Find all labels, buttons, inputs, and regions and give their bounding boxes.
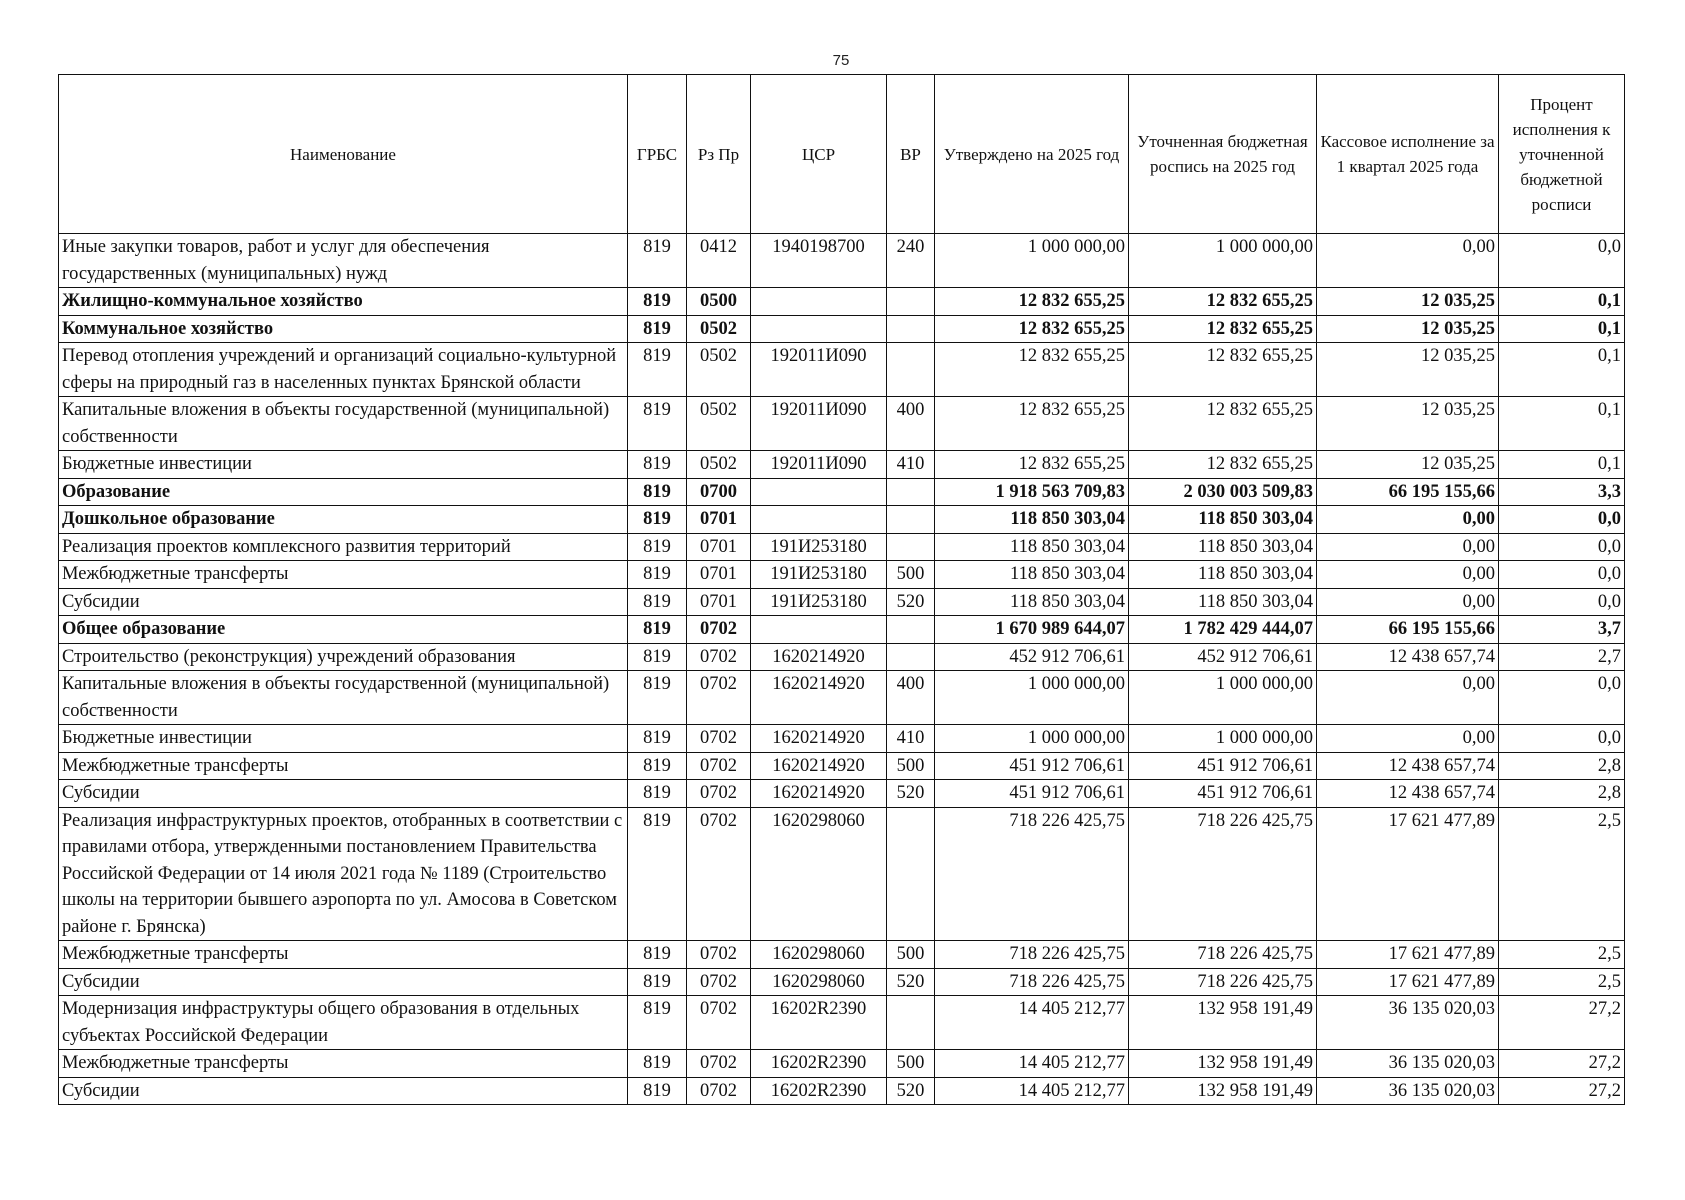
cell-name: Межбюджетные трансферты [59, 752, 628, 780]
cell-cash: 17 621 477,89 [1317, 968, 1499, 996]
page-number: 75 [832, 52, 850, 69]
cell-rzpr: 0702 [687, 807, 751, 941]
cell-percent: 0,1 [1499, 397, 1625, 451]
cell-refined: 1 782 429 444,07 [1129, 616, 1317, 644]
table-row [59, 343, 1625, 397]
cell-rzpr: 0702 [687, 968, 751, 996]
cell-rzpr: 0702 [687, 941, 751, 969]
budget-table [58, 74, 1625, 1105]
cell-rzpr: 0502 [687, 343, 751, 397]
table-row [59, 807, 1625, 941]
cell-cash: 12 438 657,74 [1317, 780, 1499, 808]
cell-approved: 1 000 000,00 [935, 234, 1129, 288]
cell-vr: 500 [887, 1050, 935, 1078]
cell-cash: 0,00 [1317, 725, 1499, 753]
table-row [59, 397, 1625, 451]
cell-rzpr: 0702 [687, 725, 751, 753]
cell-refined: 718 226 425,75 [1129, 968, 1317, 996]
cell-cash: 17 621 477,89 [1317, 941, 1499, 969]
cell-cash: 12 438 657,74 [1317, 752, 1499, 780]
cell-cash: 12 035,25 [1317, 397, 1499, 451]
cell-grbs: 819 [628, 397, 687, 451]
table-row [59, 1077, 1625, 1105]
header-rzpr: Рз Пр [687, 75, 751, 234]
cell-approved: 14 405 212,77 [935, 1050, 1129, 1078]
cell-name: Строительство (реконструкция) учреждений образования [59, 643, 628, 671]
cell-cash: 12 035,25 [1317, 451, 1499, 479]
cell-refined: 451 912 706,61 [1129, 752, 1317, 780]
cell-vr [887, 315, 935, 343]
cell-percent: 2,5 [1499, 968, 1625, 996]
cell-refined: 12 832 655,25 [1129, 397, 1317, 451]
cell-cash: 12 438 657,74 [1317, 643, 1499, 671]
cell-refined: 12 832 655,25 [1129, 315, 1317, 343]
cell-csr [751, 288, 887, 316]
table-row [59, 588, 1625, 616]
cell-approved: 118 850 303,04 [935, 533, 1129, 561]
cell-approved: 118 850 303,04 [935, 561, 1129, 589]
cell-percent: 0,0 [1499, 588, 1625, 616]
cell-vr: 400 [887, 671, 935, 725]
cell-percent: 0,0 [1499, 533, 1625, 561]
cell-approved: 1 000 000,00 [935, 725, 1129, 753]
table-row [59, 643, 1625, 671]
table-row [59, 941, 1625, 969]
cell-grbs: 819 [628, 941, 687, 969]
cell-vr [887, 343, 935, 397]
cell-refined: 132 958 191,49 [1129, 1077, 1317, 1105]
cell-grbs: 819 [628, 451, 687, 479]
cell-name: Коммунальное хозяйство [59, 315, 628, 343]
cell-approved: 451 912 706,61 [935, 752, 1129, 780]
header-refined: Уточненная бюджетная роспись на 2025 год [1129, 75, 1317, 234]
cell-csr: 16202R2390 [751, 1050, 887, 1078]
cell-approved: 12 832 655,25 [935, 343, 1129, 397]
cell-percent: 0,1 [1499, 451, 1625, 479]
cell-refined: 132 958 191,49 [1129, 1050, 1317, 1078]
cell-name: Капитальные вложения в объекты государственной (муниципальной) собственности [59, 397, 628, 451]
cell-refined: 451 912 706,61 [1129, 780, 1317, 808]
table-row [59, 996, 1625, 1050]
table-row [59, 752, 1625, 780]
table-header [59, 75, 1625, 234]
cell-vr: 400 [887, 397, 935, 451]
cell-approved: 451 912 706,61 [935, 780, 1129, 808]
cell-name: Бюджетные инвестиции [59, 725, 628, 753]
cell-name: Бюджетные инвестиции [59, 451, 628, 479]
cell-name: Перевод отопления учреждений и организаций социально-культурной сферы на природный газ в населенных пунктах Брянской области [59, 343, 628, 397]
table-row [59, 725, 1625, 753]
cell-vr [887, 807, 935, 941]
cell-percent: 27,2 [1499, 1077, 1625, 1105]
cell-name: Межбюджетные трансферты [59, 941, 628, 969]
cell-percent: 3,3 [1499, 478, 1625, 506]
cell-grbs: 819 [628, 234, 687, 288]
table-row [59, 478, 1625, 506]
cell-refined: 12 832 655,25 [1129, 343, 1317, 397]
cell-rzpr: 0700 [687, 478, 751, 506]
cell-percent: 0,0 [1499, 671, 1625, 725]
cell-approved: 118 850 303,04 [935, 588, 1129, 616]
cell-name: Общее образование [59, 616, 628, 644]
cell-name: Образование [59, 478, 628, 506]
cell-refined: 118 850 303,04 [1129, 506, 1317, 534]
cell-cash: 0,00 [1317, 506, 1499, 534]
cell-approved: 1 670 989 644,07 [935, 616, 1129, 644]
header-csr: ЦСР [751, 75, 887, 234]
cell-refined: 132 958 191,49 [1129, 996, 1317, 1050]
cell-approved: 1 918 563 709,83 [935, 478, 1129, 506]
cell-csr: 192011И090 [751, 397, 887, 451]
cell-csr [751, 315, 887, 343]
cell-name: Субсидии [59, 968, 628, 996]
cell-percent: 2,8 [1499, 780, 1625, 808]
cell-refined: 12 832 655,25 [1129, 451, 1317, 479]
header-vr: ВР [887, 75, 935, 234]
cell-vr [887, 996, 935, 1050]
cell-vr: 520 [887, 588, 935, 616]
cell-name: Межбюджетные трансферты [59, 1050, 628, 1078]
table-row [59, 315, 1625, 343]
cell-csr [751, 506, 887, 534]
table-row [59, 288, 1625, 316]
cell-rzpr: 0701 [687, 561, 751, 589]
cell-rzpr: 0701 [687, 506, 751, 534]
cell-approved: 12 832 655,25 [935, 451, 1129, 479]
cell-name: Жилищно-коммунальное хозяйство [59, 288, 628, 316]
cell-refined: 452 912 706,61 [1129, 643, 1317, 671]
cell-grbs: 819 [628, 725, 687, 753]
cell-name: Реализация проектов комплексного развития территорий [59, 533, 628, 561]
cell-rzpr: 0412 [687, 234, 751, 288]
cell-approved: 12 832 655,25 [935, 397, 1129, 451]
cell-vr: 410 [887, 451, 935, 479]
cell-grbs: 819 [628, 1050, 687, 1078]
cell-approved: 718 226 425,75 [935, 968, 1129, 996]
cell-percent: 0,0 [1499, 506, 1625, 534]
table-row [59, 533, 1625, 561]
header-approved: Утверждено на 2025 год [935, 75, 1129, 234]
cell-rzpr: 0702 [687, 752, 751, 780]
cell-vr [887, 616, 935, 644]
cell-grbs: 819 [628, 780, 687, 808]
cell-rzpr: 0702 [687, 616, 751, 644]
cell-refined: 12 832 655,25 [1129, 288, 1317, 316]
cell-refined: 1 000 000,00 [1129, 725, 1317, 753]
cell-cash: 36 135 020,03 [1317, 1050, 1499, 1078]
cell-percent: 27,2 [1499, 1050, 1625, 1078]
cell-vr: 500 [887, 941, 935, 969]
cell-name: Межбюджетные трансферты [59, 561, 628, 589]
cell-refined: 118 850 303,04 [1129, 533, 1317, 561]
cell-percent: 2,8 [1499, 752, 1625, 780]
table-row [59, 968, 1625, 996]
cell-grbs: 819 [628, 671, 687, 725]
cell-name: Капитальные вложения в объекты государственной (муниципальной) собственности [59, 671, 628, 725]
cell-name: Субсидии [59, 780, 628, 808]
cell-cash: 0,00 [1317, 671, 1499, 725]
cell-cash: 12 035,25 [1317, 315, 1499, 343]
cell-rzpr: 0702 [687, 1077, 751, 1105]
cell-grbs: 819 [628, 996, 687, 1050]
cell-refined: 1 000 000,00 [1129, 671, 1317, 725]
cell-cash: 0,00 [1317, 561, 1499, 589]
cell-csr: 16202R2390 [751, 996, 887, 1050]
cell-grbs: 819 [628, 343, 687, 397]
cell-csr: 192011И090 [751, 343, 887, 397]
cell-rzpr: 0701 [687, 588, 751, 616]
table-body [59, 234, 1625, 1105]
cell-csr: 1620214920 [751, 725, 887, 753]
cell-name: Реализация инфраструктурных проектов, отобранных в соответствии с правилами отбора, утвержденными постановлением Правительства Российской Федерации от 14 июля 2021 года № 1189 (Строительство школы на территории бывшего аэропорта по ул. Амосова в Советском районе г. Брянска) [59, 807, 628, 941]
cell-rzpr: 0502 [687, 397, 751, 451]
cell-csr: 192011И090 [751, 451, 887, 479]
cell-grbs: 819 [628, 752, 687, 780]
cell-rzpr: 0702 [687, 643, 751, 671]
cell-approved: 14 405 212,77 [935, 1077, 1129, 1105]
cell-refined: 118 850 303,04 [1129, 588, 1317, 616]
cell-csr: 1620298060 [751, 941, 887, 969]
cell-approved: 718 226 425,75 [935, 807, 1129, 941]
cell-grbs: 819 [628, 478, 687, 506]
cell-refined: 718 226 425,75 [1129, 941, 1317, 969]
cell-name: Иные закупки товаров, работ и услуг для обеспечения государственных (муниципальных) нужд [59, 234, 628, 288]
cell-cash: 66 195 155,66 [1317, 478, 1499, 506]
cell-rzpr: 0502 [687, 451, 751, 479]
cell-grbs: 819 [628, 315, 687, 343]
cell-vr: 500 [887, 752, 935, 780]
cell-name: Субсидии [59, 588, 628, 616]
cell-refined: 718 226 425,75 [1129, 807, 1317, 941]
cell-rzpr: 0702 [687, 1050, 751, 1078]
cell-csr [751, 616, 887, 644]
cell-rzpr: 0702 [687, 996, 751, 1050]
table-row [59, 1050, 1625, 1078]
cell-csr: 191И253180 [751, 561, 887, 589]
cell-name: Субсидии [59, 1077, 628, 1105]
cell-percent: 2,5 [1499, 941, 1625, 969]
cell-csr: 1620298060 [751, 968, 887, 996]
cell-grbs: 819 [628, 616, 687, 644]
cell-cash: 0,00 [1317, 533, 1499, 561]
cell-approved: 14 405 212,77 [935, 996, 1129, 1050]
cell-csr: 1620298060 [751, 807, 887, 941]
cell-percent: 0,0 [1499, 725, 1625, 753]
cell-cash: 12 035,25 [1317, 343, 1499, 397]
cell-cash: 36 135 020,03 [1317, 1077, 1499, 1105]
cell-percent: 0,1 [1499, 343, 1625, 397]
cell-vr: 520 [887, 780, 935, 808]
table-row [59, 780, 1625, 808]
cell-cash: 66 195 155,66 [1317, 616, 1499, 644]
cell-percent: 0,1 [1499, 315, 1625, 343]
cell-csr: 16202R2390 [751, 1077, 887, 1105]
cell-approved: 118 850 303,04 [935, 506, 1129, 534]
cell-vr [887, 288, 935, 316]
header-percent: Процент исполнения к уточненной бюджетной росписи [1499, 75, 1625, 234]
cell-grbs: 819 [628, 506, 687, 534]
cell-csr: 1620214920 [751, 780, 887, 808]
cell-csr: 1620214920 [751, 671, 887, 725]
header-grbs: ГРБС [628, 75, 687, 234]
table-row [59, 451, 1625, 479]
cell-vr [887, 643, 935, 671]
cell-cash: 12 035,25 [1317, 288, 1499, 316]
table-row [59, 561, 1625, 589]
cell-grbs: 819 [628, 588, 687, 616]
header-cash: Кассовое исполнение за 1 квартал 2025 года [1317, 75, 1499, 234]
cell-grbs: 819 [628, 807, 687, 941]
cell-grbs: 819 [628, 1077, 687, 1105]
cell-approved: 1 000 000,00 [935, 671, 1129, 725]
cell-vr: 240 [887, 234, 935, 288]
cell-approved: 12 832 655,25 [935, 315, 1129, 343]
cell-csr [751, 478, 887, 506]
table-row [59, 234, 1625, 288]
cell-percent: 2,7 [1499, 643, 1625, 671]
cell-rzpr: 0502 [687, 315, 751, 343]
cell-approved: 12 832 655,25 [935, 288, 1129, 316]
cell-rzpr: 0702 [687, 780, 751, 808]
cell-name: Дошкольное образование [59, 506, 628, 534]
cell-percent: 0,0 [1499, 561, 1625, 589]
cell-vr: 410 [887, 725, 935, 753]
cell-rzpr: 0701 [687, 533, 751, 561]
cell-grbs: 819 [628, 561, 687, 589]
cell-cash: 0,00 [1317, 588, 1499, 616]
cell-grbs: 819 [628, 533, 687, 561]
cell-percent: 3,7 [1499, 616, 1625, 644]
cell-refined: 1 000 000,00 [1129, 234, 1317, 288]
cell-vr: 500 [887, 561, 935, 589]
table-row [59, 506, 1625, 534]
cell-refined: 118 850 303,04 [1129, 561, 1317, 589]
cell-csr: 1940198700 [751, 234, 887, 288]
cell-vr [887, 478, 935, 506]
cell-rzpr: 0500 [687, 288, 751, 316]
cell-vr: 520 [887, 968, 935, 996]
cell-refined: 2 030 003 509,83 [1129, 478, 1317, 506]
cell-vr [887, 533, 935, 561]
table-row [59, 616, 1625, 644]
cell-cash: 17 621 477,89 [1317, 807, 1499, 941]
cell-cash: 36 135 020,03 [1317, 996, 1499, 1050]
cell-vr [887, 506, 935, 534]
table-row [59, 671, 1625, 725]
cell-csr: 1620214920 [751, 643, 887, 671]
header-name: Наименование [59, 75, 628, 234]
cell-grbs: 819 [628, 968, 687, 996]
cell-percent: 27,2 [1499, 996, 1625, 1050]
cell-name: Модернизация инфраструктуры общего образования в отдельных субъектах Российской Федерации [59, 996, 628, 1050]
cell-csr: 191И253180 [751, 533, 887, 561]
cell-csr: 1620214920 [751, 752, 887, 780]
cell-approved: 718 226 425,75 [935, 941, 1129, 969]
cell-approved: 452 912 706,61 [935, 643, 1129, 671]
cell-percent: 0,1 [1499, 288, 1625, 316]
cell-csr: 191И253180 [751, 588, 887, 616]
cell-cash: 0,00 [1317, 234, 1499, 288]
cell-percent: 0,0 [1499, 234, 1625, 288]
cell-grbs: 819 [628, 643, 687, 671]
cell-vr: 520 [887, 1077, 935, 1105]
cell-percent: 2,5 [1499, 807, 1625, 941]
cell-rzpr: 0702 [687, 671, 751, 725]
cell-grbs: 819 [628, 288, 687, 316]
